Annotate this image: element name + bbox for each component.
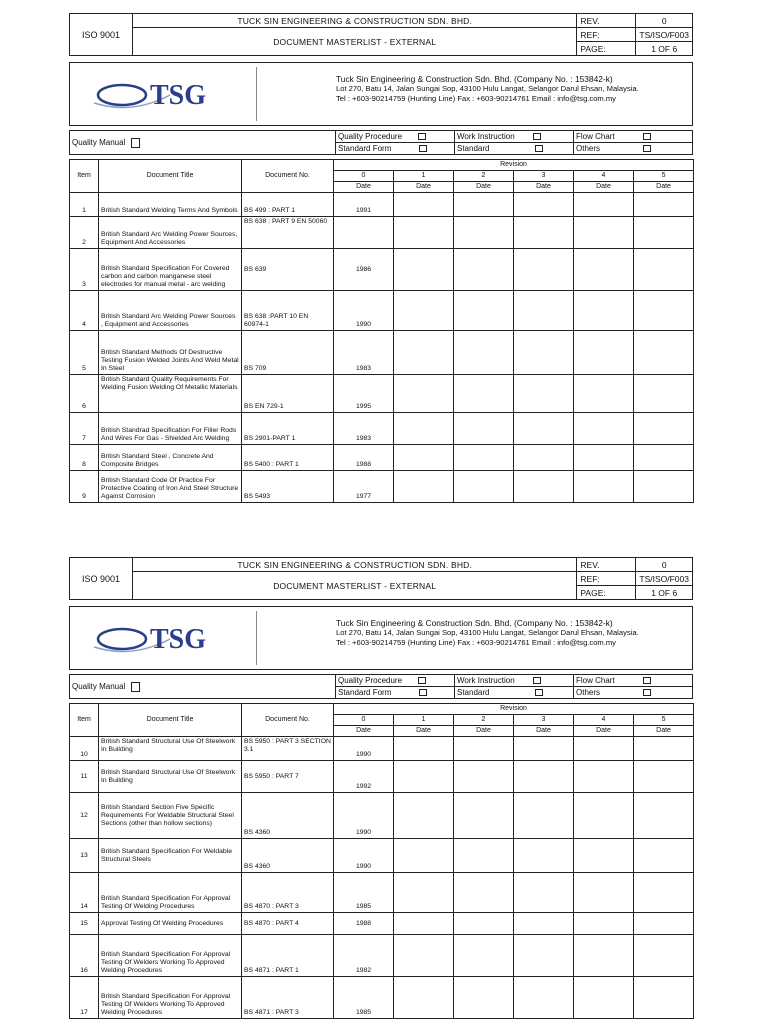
row-docno: BS 2901-PART 1 <box>242 413 334 445</box>
row-docno: BS 638 :PART 10 EN 60974-1 <box>242 291 334 331</box>
logo-text: TSG <box>150 80 207 111</box>
row-docno: BS EN 729-1 <box>242 375 334 413</box>
tsg-logo <box>92 73 252 115</box>
ref-label: REF: <box>577 572 636 586</box>
date-header: Date <box>394 726 454 737</box>
category-work-instruction: Work Instruction <box>455 675 574 687</box>
flow-chart-checkbox[interactable] <box>643 133 651 140</box>
document-page-1 <box>69 13 693 503</box>
rev-value: 0 <box>636 14 693 28</box>
row-item: 9 <box>70 471 99 503</box>
rev-number: 4 <box>574 715 634 726</box>
work-instruction-checkbox[interactable] <box>533 677 541 684</box>
table-row <box>70 839 694 873</box>
page-value: 1 OF 6 <box>636 42 693 56</box>
ref-label: REF: <box>577 28 636 42</box>
row-docno: BS 4871 : PART 1 <box>242 935 334 977</box>
row-date: 1992 <box>334 761 394 793</box>
date-header: Date <box>334 182 394 193</box>
row-docno: BS 4871 : PART 3 <box>242 977 334 1019</box>
category-standard-form: Standard Form <box>336 143 455 155</box>
standard-form-checkbox[interactable] <box>419 689 427 696</box>
row-docno: BS 4870 : PART 3 <box>242 873 334 913</box>
table-row <box>70 977 694 1019</box>
row-title: British Standard Section Five Specific Requirements For Weldable Structural Steel Sections (other than hollow sections) <box>99 793 242 839</box>
table-row <box>70 935 694 977</box>
table-row <box>70 793 694 839</box>
category-checklist <box>69 674 693 699</box>
row-item: 12 <box>70 793 99 839</box>
date-header: Date <box>514 182 574 193</box>
row-date: 1988 <box>334 445 394 471</box>
revision-header: Revision <box>334 160 694 171</box>
row-title: British Standard Quality Requirements For Welding Fusion Welding Of Metallic Materials <box>99 375 242 413</box>
row-docno: BS 5400 : PART 1 <box>242 445 334 471</box>
rev-number: 4 <box>574 171 634 182</box>
table-row <box>70 471 694 503</box>
row-docno: BS 638 : PART 9 EN 50060 <box>242 217 334 249</box>
row-item: 4 <box>70 291 99 331</box>
row-docno: BS 5493 <box>242 471 334 503</box>
row-docno: BS 499 : PART 1 <box>242 193 334 217</box>
category-flow-chart: Flow Chart <box>574 675 693 687</box>
date-header: Date <box>634 726 694 737</box>
row-title: British Standard Steel , Concrete And Composite Bridges <box>99 445 242 471</box>
table-row <box>70 331 694 375</box>
table-row <box>70 249 694 291</box>
rev-label: REV. <box>577 558 636 572</box>
iso-standard: ISO 9001 <box>70 558 133 600</box>
table-row <box>70 193 694 217</box>
date-header: Date <box>574 182 634 193</box>
row-docno: BS 4870 : PART 4 <box>242 913 334 935</box>
tsg-logo <box>92 617 252 659</box>
row-title: British Standard Methods Of Destructive Testing Fusion Welded Joints And Weld Metal In Steel <box>99 331 242 375</box>
row-title: British Standard Specification For Approval Testing Of Welders Working To Approved Welding Procedures <box>99 977 242 1019</box>
row-date: 1986 <box>334 249 394 291</box>
row-docno: BS 5950 : PART 3 SECTION 3.1 <box>242 737 334 761</box>
company-contact: Tel : +603-90214759 (Hunting Line) Fax : +603-90214761 Email : info@tsg.com.my <box>336 94 616 103</box>
standard-checkbox[interactable] <box>535 689 543 696</box>
company-info <box>336 618 639 648</box>
ref-value: TS/ISO/F003 <box>636 28 693 42</box>
company-registration: Tuck Sin Engineering & Construction Sdn. Bhd. (Company No. : 153842-k) <box>336 618 613 628</box>
category-standard: Standard <box>455 687 574 699</box>
row-title: British Standard Code Of Practice For Protective Coating of Iron And Steel Structure Against Corrosion <box>99 471 242 503</box>
quality-manual-checkbox[interactable] <box>131 682 140 692</box>
company-banner <box>69 606 693 670</box>
rev-number: 0 <box>334 171 394 182</box>
row-date: 1983 <box>334 413 394 445</box>
date-header: Date <box>574 726 634 737</box>
logo-text: TSG <box>150 624 207 655</box>
table-row <box>70 445 694 471</box>
category-flow-chart: Flow Chart <box>574 131 693 143</box>
logo-divider <box>256 611 257 665</box>
title-header: Document Title <box>99 704 242 737</box>
row-date: 1995 <box>334 375 394 413</box>
document-header <box>69 557 693 600</box>
company-name: TUCK SIN ENGINEERING & CONSTRUCTION SDN. BHD. <box>133 558 577 572</box>
row-date <box>334 217 394 249</box>
rev-number: 3 <box>514 171 574 182</box>
quality-procedure-checkbox[interactable] <box>418 133 426 140</box>
row-title: British Standard Specification For Weldable Structural Steels <box>99 839 242 873</box>
rev-number: 0 <box>334 715 394 726</box>
row-item: 11 <box>70 761 99 793</box>
row-title: British Standard Structural Use Of Steelwork In Building <box>99 737 242 761</box>
row-docno: BS 4360 <box>242 793 334 839</box>
category-others: Others <box>574 687 693 699</box>
company-address: Lot 270, Batu 14, Jalan Sungai Sop, 43100 Hulu Langat, Selangor Darul Ehsan, Malaysia. <box>336 84 639 93</box>
table-row <box>70 375 694 413</box>
ref-value: TS/ISO/F003 <box>636 572 693 586</box>
date-header: Date <box>634 182 694 193</box>
rev-value: 0 <box>636 558 693 572</box>
item-header: Item <box>70 160 99 193</box>
rev-number: 1 <box>394 171 454 182</box>
title-header: Document Title <box>99 160 242 193</box>
row-date: 1982 <box>334 935 394 977</box>
company-banner <box>69 62 693 126</box>
document-table <box>69 703 694 1019</box>
revision-header: Revision <box>334 704 694 715</box>
standard-checkbox[interactable] <box>535 145 543 152</box>
date-header: Date <box>514 726 574 737</box>
date-header: Date <box>394 182 454 193</box>
quality-procedure-checkbox[interactable] <box>418 677 426 684</box>
page-value: 1 OF 6 <box>636 586 693 600</box>
row-item: 15 <box>70 913 99 935</box>
page-label: PAGE: <box>577 586 636 600</box>
category-quality-manual: Quality Manual <box>70 675 336 699</box>
document-title: DOCUMENT MASTERLIST - EXTERNAL <box>133 28 577 56</box>
row-docno: BS 709 <box>242 331 334 375</box>
row-item: 14 <box>70 873 99 913</box>
others-checkbox[interactable] <box>643 689 651 696</box>
rev-number: 2 <box>454 171 514 182</box>
row-title: British Standard Structural Use Of Steelwork In Building <box>99 761 242 793</box>
rev-number: 5 <box>634 171 694 182</box>
flow-chart-checkbox[interactable] <box>643 677 651 684</box>
table-row <box>70 873 694 913</box>
document-table <box>69 159 694 503</box>
rev-number: 2 <box>454 715 514 726</box>
row-item: 17 <box>70 977 99 1019</box>
standard-form-checkbox[interactable] <box>419 145 427 152</box>
docno-header: Document No. <box>242 704 334 737</box>
rev-number: 5 <box>634 715 694 726</box>
row-title: British Standard Specification For Approval Testing Of Welders Working To Approved Welding Procedures <box>99 935 242 977</box>
row-item: 1 <box>70 193 99 217</box>
date-header: Date <box>454 726 514 737</box>
table-row <box>70 737 694 761</box>
iso-standard: ISO 9001 <box>70 14 133 56</box>
row-docno: BS 639 <box>242 249 334 291</box>
row-item: 16 <box>70 935 99 977</box>
row-item: 6 <box>70 375 99 413</box>
company-info <box>336 74 639 104</box>
rev-number: 3 <box>514 715 574 726</box>
table-row <box>70 291 694 331</box>
category-others: Others <box>574 143 693 155</box>
row-title: British Standrad Specification For Filler Rods And Wires For Gas - Shielded Arc Welding <box>99 413 242 445</box>
company-name: TUCK SIN ENGINEERING & CONSTRUCTION SDN. BHD. <box>133 14 577 28</box>
page-label: PAGE: <box>577 42 636 56</box>
row-date: 1990 <box>334 291 394 331</box>
row-title: British Standard Specification For Covered carbon and carbon manganese steel electrodes for manual metal - arc welding <box>99 249 242 291</box>
row-title: Approval Testing Of Welding Procedures <box>99 913 242 935</box>
table-row <box>70 913 694 935</box>
rev-label: REV. <box>577 14 636 28</box>
row-date: 1988 <box>334 913 394 935</box>
category-work-instruction: Work Instruction <box>455 131 574 143</box>
row-date: 1983 <box>334 331 394 375</box>
row-date: 1990 <box>334 793 394 839</box>
row-date: 1990 <box>334 839 394 873</box>
row-item: 7 <box>70 413 99 445</box>
company-contact: Tel : +603-90214759 (Hunting Line) Fax : +603-90214761 Email : info@tsg.com.my <box>336 638 616 647</box>
date-header: Date <box>334 726 394 737</box>
row-date: 1991 <box>334 193 394 217</box>
table-row <box>70 217 694 249</box>
document-title: DOCUMENT MASTERLIST - EXTERNAL <box>133 572 577 600</box>
category-standard: Standard <box>455 143 574 155</box>
date-header: Date <box>454 182 514 193</box>
row-date: 1990 <box>334 737 394 761</box>
row-date: 1977 <box>334 471 394 503</box>
row-item: 2 <box>70 217 99 249</box>
row-date: 1985 <box>334 873 394 913</box>
table-row <box>70 761 694 793</box>
category-quality-procedure: Quality Procedure <box>336 131 455 143</box>
category-quality-procedure: Quality Procedure <box>336 675 455 687</box>
company-registration: Tuck Sin Engineering & Construction Sdn. Bhd. (Company No. : 153842-k) <box>336 74 613 84</box>
row-docno: BS 5950 : PART 7 <box>242 761 334 793</box>
work-instruction-checkbox[interactable] <box>533 133 541 140</box>
row-item: 8 <box>70 445 99 471</box>
quality-manual-checkbox[interactable] <box>131 138 140 148</box>
row-item: 5 <box>70 331 99 375</box>
others-checkbox[interactable] <box>643 145 651 152</box>
row-title: British Standard Specification For Approval Testing Of Welding Procedures <box>99 873 242 913</box>
docno-header: Document No. <box>242 160 334 193</box>
row-item: 10 <box>70 737 99 761</box>
row-date: 1985 <box>334 977 394 1019</box>
rev-number: 1 <box>394 715 454 726</box>
logo-divider <box>256 67 257 121</box>
company-address: Lot 270, Batu 14, Jalan Sungai Sop, 43100 Hulu Langat, Selangor Darul Ehsan, Malaysia. <box>336 628 639 637</box>
category-quality-manual: Quality Manual <box>70 131 336 155</box>
row-title: British Standard Arc Welding Power Sources, Equipment And Accessories <box>99 217 242 249</box>
table-row <box>70 413 694 445</box>
document-header <box>69 13 693 56</box>
document-page-2 <box>69 557 693 1019</box>
row-docno: BS 4360 <box>242 839 334 873</box>
row-title: British Standard Welding Terms And Symbols <box>99 193 242 217</box>
category-standard-form: Standard Form <box>336 687 455 699</box>
row-item: 3 <box>70 249 99 291</box>
item-header: Item <box>70 704 99 737</box>
row-item: 13 <box>70 839 99 873</box>
row-title: British Standard Arc Welding Power Sources , Equipment and Accessories <box>99 291 242 331</box>
category-checklist <box>69 130 693 155</box>
